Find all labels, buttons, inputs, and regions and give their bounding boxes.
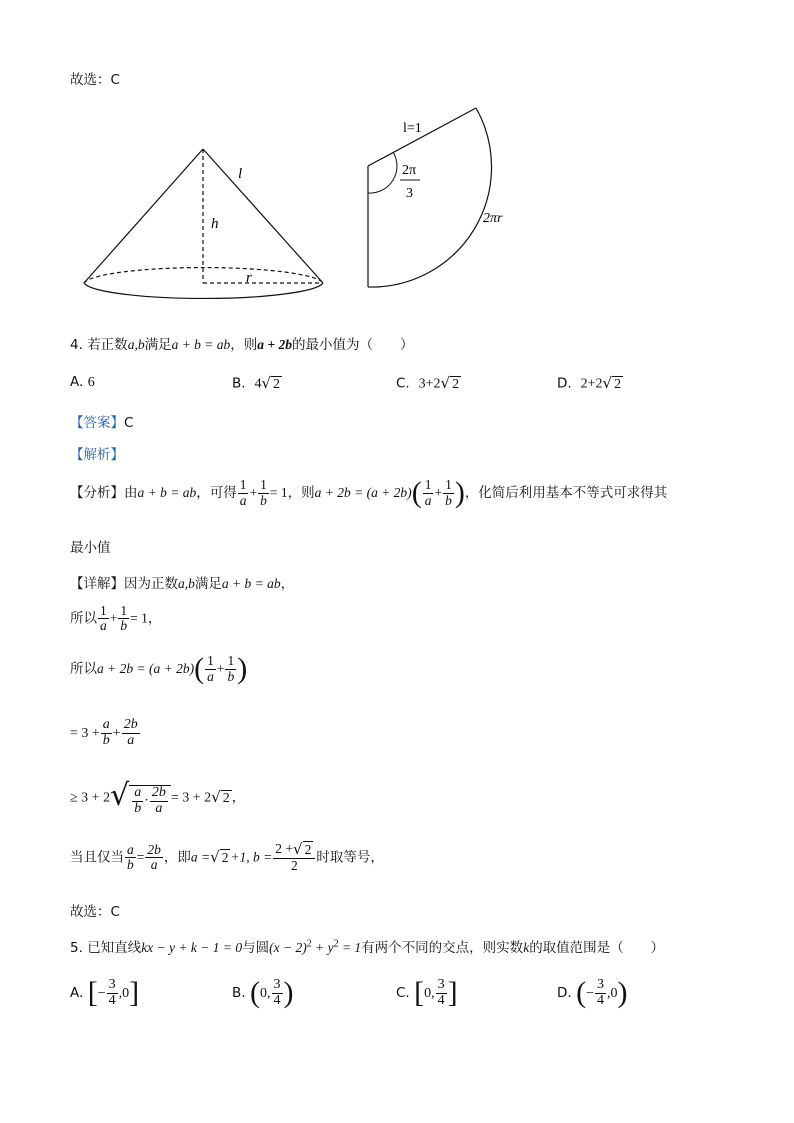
q5-option-b[interactable]: B. (0, $\frac{3}{4}$ ) bbox=[232, 976, 294, 1010]
sector-radius-label: l=1 bbox=[403, 121, 422, 136]
q5-option-a[interactable]: A. [− $\frac{3}{4}$ ,0] bbox=[70, 976, 140, 1010]
analysis-line: 【分析】由a + b = ab，可得 $\frac{1}{a}$ + $\frac{1}{b}$ = 1，则a + 2b = (a + 2b)( $\frac{1}{a}$ + $\frac{1}{b}$ )，化简后利用基本不等式可求得其 bbox=[70, 476, 668, 509]
question-5-stem: 5. 已知直线kx − y + k − 1 = 0与圆$(x - 2)^2 + y^2 = 1$有两个不同的交点，则实数k的取值范围是（ ） bbox=[70, 938, 665, 956]
fraction: $\frac{3}{4}$ bbox=[597, 977, 605, 1008]
sqrt-sign: √ 2 bbox=[602, 374, 622, 392]
analysis-line-cont: 最小值 bbox=[70, 540, 111, 556]
cone-figure bbox=[70, 98, 530, 313]
fraction: $\frac{1}{b}$ bbox=[120, 603, 128, 634]
fraction: $\frac{1}{a}$ bbox=[207, 653, 214, 684]
final-answer: 故选：C bbox=[70, 904, 120, 920]
detail-line-1: 【详解】因为正数a,b满足a + b = ab， bbox=[70, 576, 295, 592]
fraction: $\frac{a}{b}$ bbox=[102, 717, 110, 748]
fraction: $\frac{1}{a}$ bbox=[100, 603, 107, 634]
fraction: $\frac{a}{b}$ bbox=[134, 785, 142, 816]
cone-slant-label: l bbox=[238, 166, 243, 182]
fraction: $\frac{1}{a}$ bbox=[424, 477, 432, 508]
option-a[interactable]: A. 6 bbox=[70, 374, 95, 390]
analysis-tag: 【解析】 bbox=[70, 447, 124, 463]
fraction: $\frac{2 +√ 2}{2}$ bbox=[273, 842, 315, 873]
q5-option-c[interactable]: C. [0, $\frac{3}{4}$ ] bbox=[396, 976, 458, 1010]
cone-height-label: h bbox=[211, 216, 219, 232]
sector-angle-numerator: 2π bbox=[402, 163, 417, 178]
sqrt-sign: √ $\frac{a}{b}$ · $\frac{2b}{a}$ bbox=[110, 778, 171, 817]
fraction: $\frac{1}{b}$ bbox=[445, 477, 452, 508]
fraction: $\frac{2b}{a}$ bbox=[147, 841, 161, 872]
cone-radius-label: r bbox=[246, 270, 252, 286]
detail-line-6: 当且仅当 $\frac{a}{b}$ = $\frac{2b}{a}$ ，即a =√ 2 +1, b = $\frac{2 +√ 2}{2}$ 时取等号， bbox=[70, 840, 384, 873]
fraction: $\frac{2b}{a}$ bbox=[123, 717, 138, 748]
sector-arc-label: 2πr bbox=[483, 211, 503, 226]
q5-option-d[interactable]: D. (− $\frac{3}{4}$ ,0) bbox=[557, 976, 628, 1010]
fraction: $\frac{3}{4}$ bbox=[437, 977, 445, 1008]
detail-line-5: ≥ 3 + 2√ $\frac{a}{b}$ · $\frac{2b}{a}$ = 3 + 2√ 2 ， bbox=[70, 778, 246, 816]
fraction: $\frac{1}{b}$ bbox=[227, 653, 235, 684]
option-c[interactable]: C. 3+2√ 2 bbox=[396, 374, 460, 392]
detail-line-2: 所以 $\frac{1}{a}$ + $\frac{1}{b}$ = 1， bbox=[70, 603, 162, 634]
fraction: $\frac{2b}{a}$ bbox=[151, 785, 166, 816]
sqrt-sign: √ 2 bbox=[261, 374, 281, 392]
sqrt-sign: √ 2 bbox=[440, 374, 460, 392]
answer-line: 【答案】C bbox=[70, 415, 134, 431]
option-d[interactable]: D. 2+2√ 2 bbox=[557, 374, 622, 392]
fraction: $\frac{1}{a}$ bbox=[239, 477, 247, 508]
option-b[interactable]: B. 4√ 2 bbox=[232, 374, 281, 392]
sector-angle-denominator: 3 bbox=[406, 186, 413, 201]
question-4-stem: 4. 若正数a,b满足a + b = ab，则a + 2b的最小值为（ ） bbox=[70, 337, 414, 353]
sqrt-sign: √ 2 bbox=[293, 840, 312, 859]
previous-answer: 故选：C bbox=[70, 72, 120, 88]
fraction: $\frac{3}{4}$ bbox=[108, 977, 116, 1008]
fraction: $\frac{a}{b}$ bbox=[127, 841, 134, 872]
detail-line-4: = 3 + $\frac{a}{b}$ + $\frac{2b}{a}$ bbox=[70, 717, 138, 748]
fraction: $\frac{1}{b}$ bbox=[260, 477, 267, 508]
fraction: $\frac{3}{4}$ bbox=[273, 977, 281, 1008]
sqrt-sign: √ 2 bbox=[210, 848, 229, 867]
detail-line-3: 所以a + 2b = (a + 2b)( $\frac{1}{a}$ + $\frac{1}{b}$ ) bbox=[70, 652, 248, 685]
sqrt-sign: √ 2 bbox=[211, 787, 230, 806]
